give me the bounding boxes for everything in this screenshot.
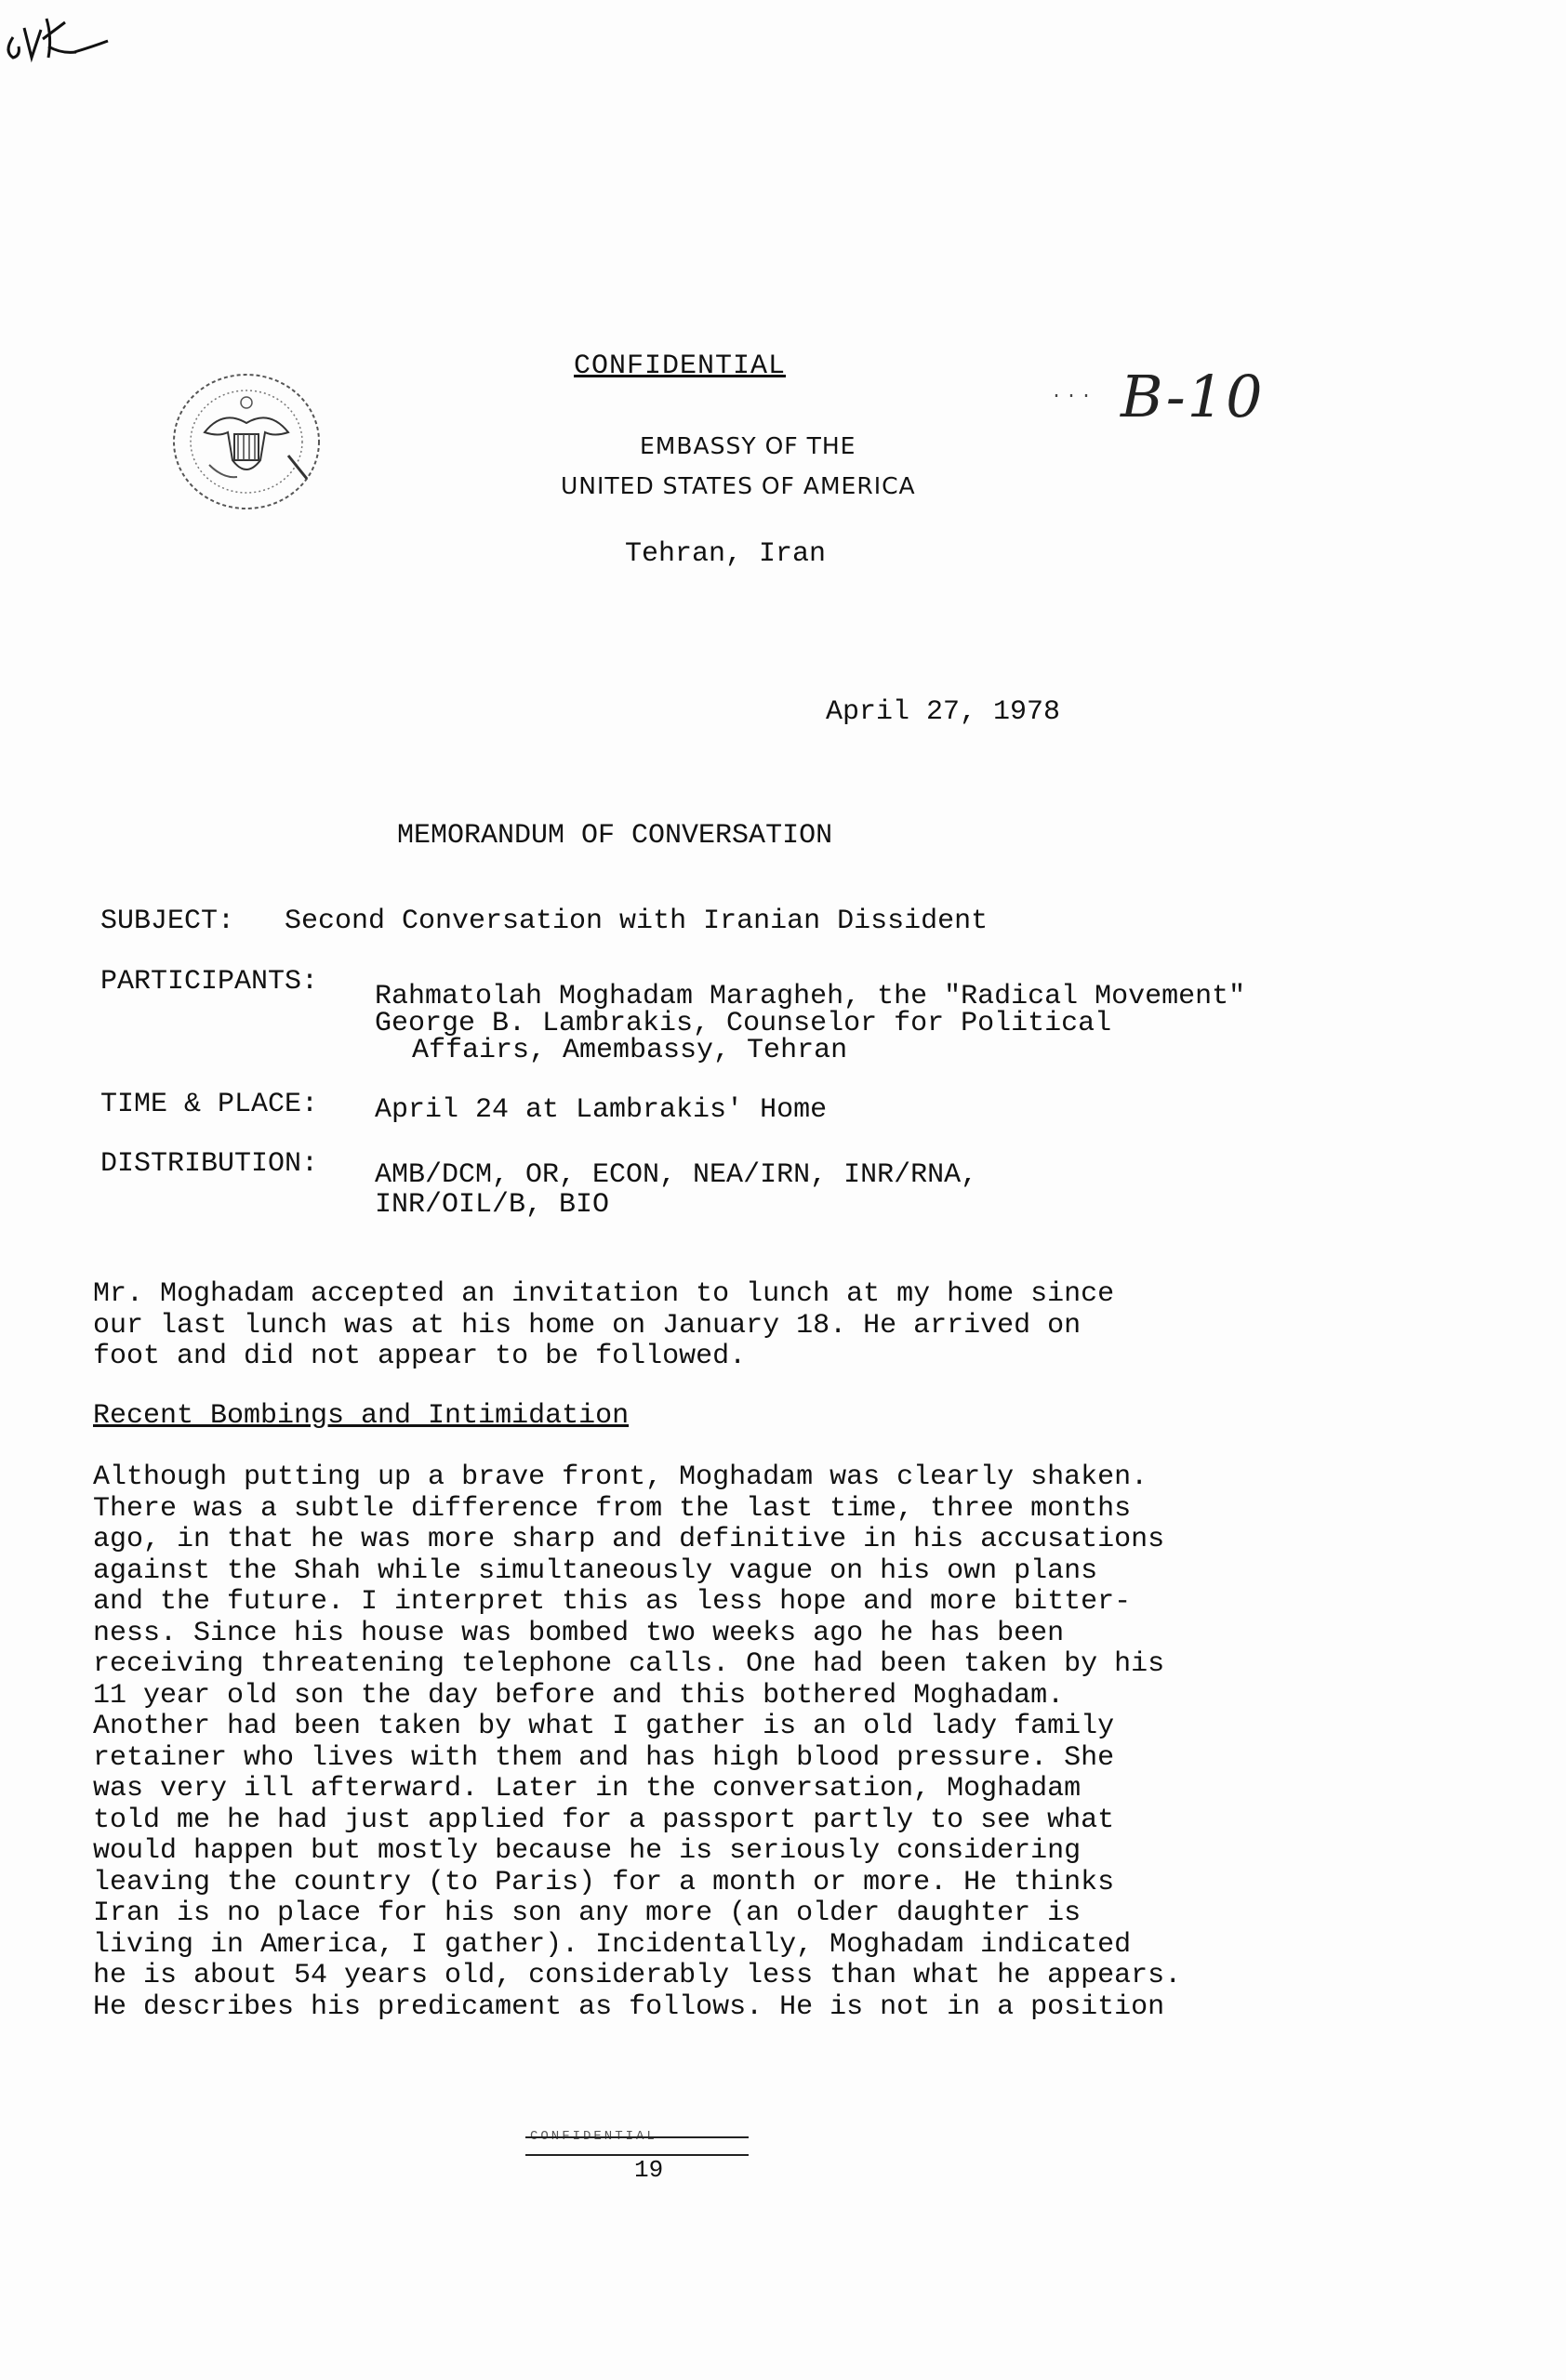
- distribution-line: AMB/DCM, OR, ECON, NEA/IRN, INR/RNA,: [375, 1159, 978, 1191]
- memo-date: April 27, 1978: [826, 696, 1061, 728]
- memo-title: MEMORANDUM OF CONVERSATION: [397, 820, 833, 852]
- text-line: ago, in that he was more sharp and definitive in his accusations: [93, 1524, 1165, 1555]
- city-location: Tehran, Iran: [625, 538, 827, 570]
- text-line: ness. Since his house was bombed two weeks ago he has been: [93, 1617, 1065, 1649]
- time-place-value: April 24 at Lambrakis' Home: [375, 1094, 828, 1126]
- participant-line: George B. Lambrakis, Counselor for Political: [375, 1008, 1112, 1039]
- text-line: 11 year old son the day before and this bothered Moghadam.: [93, 1679, 1065, 1712]
- text-line: told me he had just applied for a passport partly to see what: [93, 1804, 1115, 1836]
- handwritten-file-mark: B-10: [1121, 363, 1265, 430]
- file-mark-leader: ···: [1051, 386, 1096, 407]
- text-line: would happen but mostly because he is seriously considering: [93, 1835, 1082, 1867]
- embassy-seal-icon: [167, 367, 325, 516]
- embassy-name-line1: EMBASSY OF THE: [640, 432, 856, 459]
- text-line: living in America, I gather). Incidentally, Moghadam indicated: [93, 1928, 1132, 1961]
- footer-classification: CONFIDENTIAL: [530, 2129, 657, 2144]
- subject-label: SUBJECT:: [100, 906, 235, 937]
- body-paragraph: [93, 1462, 1181, 2023]
- text-line: receiving threatening telephone calls. One had been taken by his: [93, 1648, 1165, 1680]
- distribution-label: DISTRIBUTION:: [100, 1148, 319, 1180]
- participant-line: Affairs, Amembassy, Tehran: [412, 1035, 848, 1066]
- embassy-name-line2: UNITED STATES OF AMERICA: [561, 472, 916, 499]
- text-line: was very ill afterward. Later in the conversation, Moghadam: [93, 1773, 1082, 1805]
- text-line: and the future. I interpret this as less hope and more bitter-: [93, 1586, 1132, 1618]
- text-line: Another had been taken by what I gather is an old lady family: [93, 1711, 1115, 1742]
- text-line: There was a subtle difference from the last time, three months: [93, 1492, 1132, 1525]
- text-line: Iran is no place for his son any more (an older daughter is: [93, 1897, 1082, 1929]
- text-line: foot and did not appear to be followed.: [93, 1341, 747, 1372]
- section-heading: Recent Bombings and Intimidation: [93, 1400, 630, 1432]
- text-line: against the Shah while simultaneously vague on his own plans: [93, 1554, 1098, 1587]
- text-line: Although putting up a brave front, Moghadam was clearly shaken.: [93, 1461, 1148, 1493]
- text-line: he is about 54 years old, considerably less than what he appears.: [93, 1960, 1182, 1991]
- participants-label: PARTICIPANTS:: [100, 966, 319, 998]
- classification-marking: CONFIDENTIAL: [574, 350, 787, 382]
- time-place-label: TIME & PLACE:: [100, 1089, 319, 1120]
- distribution-line: INR/OIL/B, BIO: [375, 1189, 610, 1221]
- text-line: Mr. Moghadam accepted an invitation to lunch at my home since: [93, 1278, 1115, 1310]
- text-line: retainer who lives with them and has high blood pressure. She: [93, 1741, 1115, 1774]
- text-line: leaving the country (to Paris) for a month or more. He thinks: [93, 1866, 1115, 1898]
- subject-value: Second Conversation with Iranian Dissident: [285, 906, 989, 937]
- page-number: 19: [634, 2156, 664, 2184]
- footer-rule: [525, 2136, 749, 2138]
- handwritten-initials: [0, 0, 112, 65]
- text-line: He describes his predicament as follows. He is not in a position: [93, 1990, 1165, 2023]
- intro-paragraph: [93, 1279, 1114, 1373]
- participant-line: Rahmatolah Moghadam Maragheh, the "Radical Movement": [375, 981, 1246, 1012]
- text-line: our last lunch was at his home on January 18. He arrived on: [93, 1309, 1082, 1342]
